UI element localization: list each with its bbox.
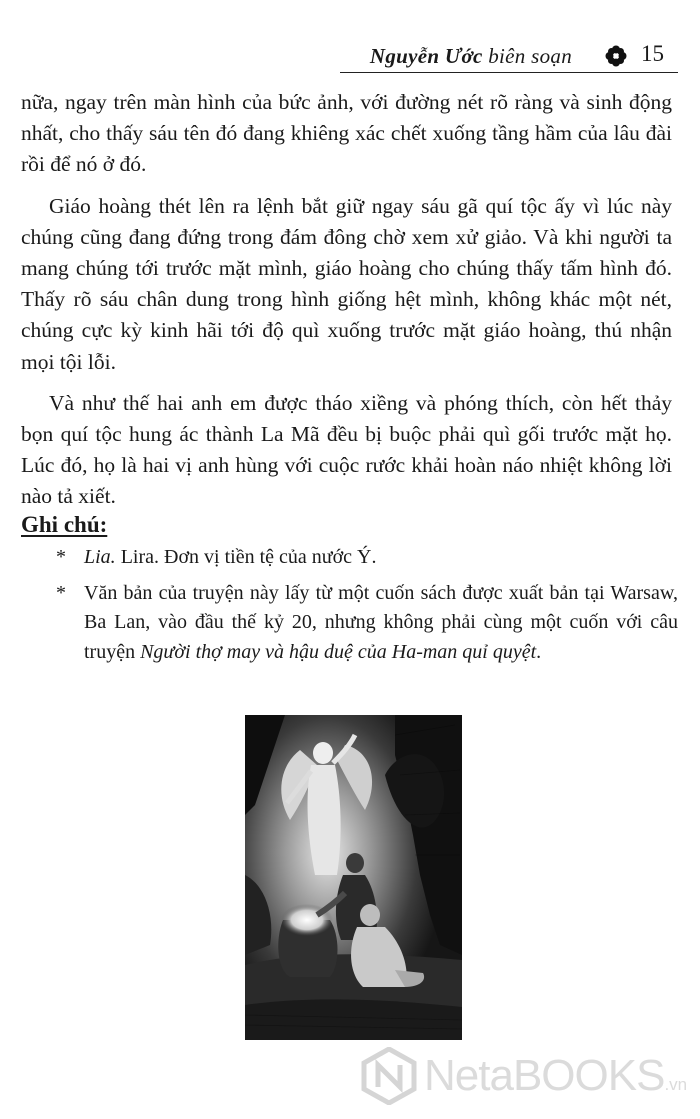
watermark-suffix: .vn: [664, 1075, 688, 1094]
note-bullet: *: [56, 546, 66, 568]
paragraph-3: Và như thế hai anh em được tháo xiềng và phóng thích, còn hết thảy bọn quí tộc hung ác thành La Mã đều bị buộc phải quì gối trước mặt họ. Lúc đó, họ là hai vị anh hùng với cuộc rước khải hoàn náo nhiệt không lời nào tả xiết.: [21, 390, 672, 509]
header-author: Nguyễn Ước: [369, 44, 483, 68]
notes-list: [56, 543, 678, 673]
note-bullet: *: [56, 581, 66, 604]
body-text: [21, 87, 672, 523]
notes-heading: Ghi chú:: [21, 512, 108, 537]
page-header: [0, 0, 700, 76]
page-number: 15: [641, 41, 664, 66]
header-credit: biên soạn: [488, 44, 572, 68]
flower-ornament-icon: [604, 44, 628, 68]
running-header-title: [370, 44, 572, 69]
watermark-text: [424, 1051, 687, 1101]
netabooks-watermark: [360, 1045, 690, 1109]
note-item-2: [56, 579, 678, 668]
note-text: Lira. Đơn vị tiền tệ của nước Ý.: [120, 546, 377, 568]
note-item-1: [56, 543, 678, 573]
engraving-illustration: [245, 715, 462, 1040]
header-rule: [340, 72, 678, 73]
note-story-title: Người thợ may và hậu duệ của Ha-man quỉ quyệt: [140, 640, 537, 663]
paragraph-1: nữa, ngay trên màn hình của bức ảnh, với đường nét rõ ràng và sinh động nhất, cho thấy sáu tên đó đang khiêng xác chết xuống tầng hầm của lâu đài rồi để nó ở đó.: [21, 90, 672, 177]
netabooks-logo-icon: [360, 1047, 418, 1105]
note-period: .: [536, 640, 542, 663]
note-text: Văn bản của truyện này lấy từ một cuốn sách được xuất bản tại Warsaw, Ba Lan, vào đầu thế kỷ 20, nhưng không phải cùng một cuốn với câu truyện: [84, 581, 678, 663]
watermark-brand: NetaBOOKS: [424, 1051, 665, 1100]
note-term: Lia.: [84, 546, 116, 568]
paragraph-2: Giáo hoàng thét lên ra lệnh bắt giữ ngay sáu gã quí tộc ấy vì lúc này chúng cũng đang đứng trong đám đông chờ xem xử giảo. Và khi người ta mang chúng tới trước mặt mình, giáo hoàng cho chúng thấy tấm hình đó. Thấy rõ sáu chân dung trong hình giống hệt mình, không khác một nét, chúng cực kỳ kinh hãi tới độ quì xuống trước mặt giáo hoàng, thú nhận mọi tội lỗi.: [21, 193, 672, 374]
